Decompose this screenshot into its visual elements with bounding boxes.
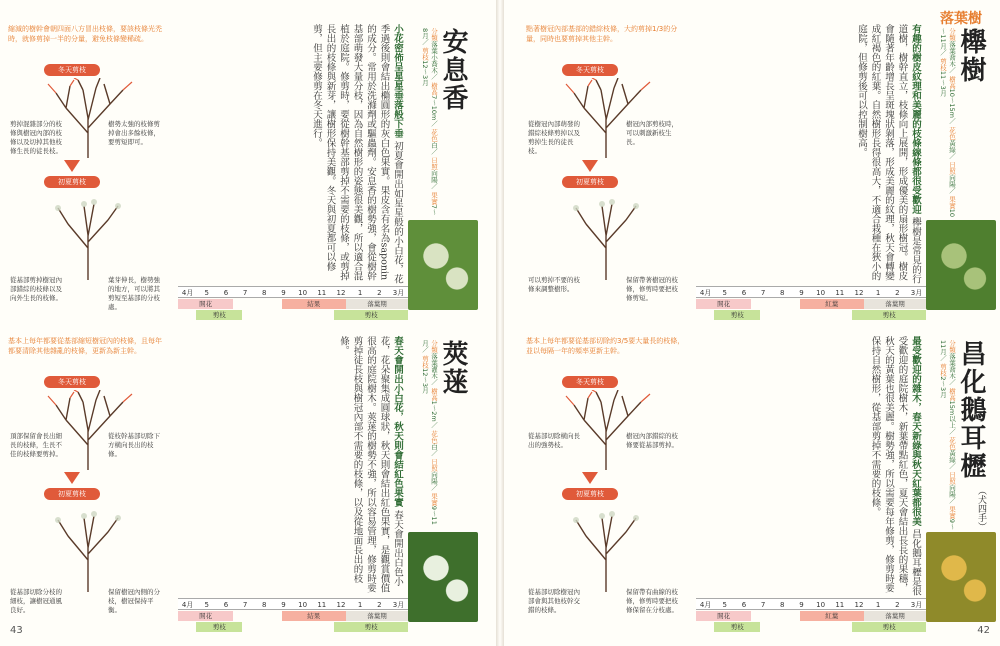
prune-bar-1: 剪枝 <box>714 310 760 320</box>
fruit-bar: 結果 <box>282 299 346 309</box>
calendar-month: 9 <box>281 289 286 297</box>
meta-value: 落葉喬木 <box>948 353 956 379</box>
description-heading: 有趣的樹皮紋理和美麗的枝條線條都很受歡迎 <box>910 24 921 214</box>
fall-bar: 落葉期 <box>346 611 408 621</box>
calendar-month: 10 <box>298 601 308 609</box>
calendar-row-top <box>178 611 408 621</box>
calendar-row-bottom <box>178 622 408 632</box>
plant-meta: 分類落葉喬木／ 樹高15m以上／ 花色黃綠／ 日照向陽／ 果實9～11月／ 剪枝2～3月 <box>939 340 956 530</box>
calendar-month: 4月 <box>181 601 194 609</box>
description-body: 櫸樹是常見的行道樹，樹幹直立，枝條向上展開，形成優美的扇形樹冠。樹皮會隨著年齡增長呈斑塊狀剝落，形成美麗的紋理，秋天會轉變成紅褐色的紅葉。自然樹形長得很高大，不適合栽種在狹小的庭院，但修剪後可以控制樹高。 <box>856 24 921 284</box>
meta-value: 7～8月 <box>421 28 438 216</box>
meta-label: 花色 <box>948 436 956 450</box>
pruning-calendar <box>696 598 926 642</box>
page-number-right: 42 <box>977 625 990 636</box>
plant-name: 莢蒾 <box>438 340 468 396</box>
description-body: 昌化鵝耳櫪是很受歡迎的庭院樹木，新葉帶點紅色，夏天會結出長長的果穗，秋天的黃葉也很美麗。樹勢強，所以需要每年修剪，修剪時要保持自然樹形，從基部剪掉不需要的枝條。 <box>869 336 921 596</box>
meta-value: 白 <box>430 443 438 450</box>
pruning-caption-2: 從枝幹基部切除下方橫向長出的枝條。 <box>108 432 160 458</box>
meta-label: 日照 <box>430 156 438 170</box>
pruning-caption-4: 葉芽伸長，樹勢強的地方，可以將其剪短至基部的分枝處。 <box>108 276 160 311</box>
calendar-month: 2 <box>895 289 900 297</box>
pruning-caption-3: 從基部切除分枝的細枝，讓樹冠通風良好。 <box>10 588 62 614</box>
calendar-row-top <box>696 299 926 309</box>
plant-meta: 分類落葉灌木／ 樹高1～2m／ 花色白／ 日照向陽／ 果實9～11月／ 剪枝12～3月 <box>421 340 438 525</box>
meta-value: 11～3月 <box>939 70 947 97</box>
winter-pruning-pill: 冬天剪枝 <box>562 64 618 76</box>
early-summer-pruning-pill: 初夏剪枝 <box>44 488 100 500</box>
plant-block-kaxi <box>526 24 996 319</box>
description-body: 春天會開出白色小花，花朵聚集成圓球狀，秋天則會結出紅色果實，是觀賞價值很高的庭院樹木。莢蒾的樹勢不強，所以容易管理，修剪時要剪掉徒長枝與樹冠內部不需要的枝條，以及從地面長出的枝條。 <box>338 336 403 593</box>
description-heading: 小花密佈呈星星垂落般下垂 <box>392 24 403 138</box>
calendar-month: 9 <box>799 289 804 297</box>
fruit-bar: 紅葉 <box>800 611 864 621</box>
plant-meta: 分類落葉小喬木／ 樹高7～10m／ 花色白／ 日照向陽／ 果實7～8月／ 剪枝12～3月 <box>421 28 438 216</box>
meta-label: 分類 <box>430 340 438 353</box>
meta-label: 分類 <box>948 340 956 353</box>
meta-value: 15m以上 <box>948 400 956 429</box>
calendar-month: 2 <box>377 289 382 297</box>
calendar-row-top <box>696 611 926 621</box>
meta-label: 樹高 <box>948 75 956 89</box>
pruning-illustration <box>8 336 168 626</box>
calendar-month: 11 <box>317 289 327 297</box>
meta-label: 日照 <box>948 161 956 175</box>
fruit-bar: 結果 <box>282 611 346 621</box>
summer-tree-icon <box>546 190 666 280</box>
meta-value: 1～2m <box>430 400 438 422</box>
prune-bar-2: 剪枝 <box>334 622 408 632</box>
plant-name: 安息香 <box>438 28 468 112</box>
pruning-caption-4: 保留帶著樹冠的枝條，修剪時要把枝條剪短。 <box>626 276 678 302</box>
meta-label: 果實 <box>948 195 956 209</box>
winter-tree-icon <box>546 390 666 470</box>
meta-label: 花色 <box>430 128 438 142</box>
fall-bar: 落葉期 <box>864 299 926 309</box>
calendar-month: 3月 <box>392 289 405 297</box>
plant-description <box>174 336 404 598</box>
calendar-month: 1 <box>875 289 881 297</box>
meta-value: 9～11月 <box>421 340 438 525</box>
meta-label: 日照 <box>948 471 956 485</box>
plant-photo <box>926 532 996 622</box>
meta-value: 落葉小喬木 <box>430 41 438 74</box>
arrow-down-icon <box>64 160 80 172</box>
calendar-month: 10 <box>298 289 308 297</box>
pruning-caption-3: 從基部剪掉樹冠內部錯綜的枝條以及向外生長的枝條。 <box>10 276 62 302</box>
pruning-illustration <box>526 336 686 626</box>
early-summer-pruning-pill: 初夏剪枝 <box>562 488 618 500</box>
description-heading: 最受歡迎的雜木，春天新綠與秋天紅葉都很美 <box>910 336 921 526</box>
plant-name: 櫸樹 <box>956 28 986 84</box>
calendar-months <box>696 286 926 298</box>
calendar-month: 8 <box>262 289 267 297</box>
plant-photo <box>408 220 478 310</box>
page-number-left: 43 <box>10 625 23 636</box>
pruning-note: 基本上每年都要從基部縮短樹冠內的枝條，且每年都要清除其他雜亂的枝條，更新為新主幹。 <box>8 337 162 355</box>
meta-value: 7～10m <box>430 95 438 121</box>
calendar-row-bottom <box>696 310 926 320</box>
book-gutter <box>496 0 504 646</box>
calendar-month: 5 <box>722 601 727 609</box>
calendar-month: 1 <box>357 601 363 609</box>
plant-description <box>692 24 922 286</box>
pruning-calendar <box>696 286 926 330</box>
meta-label: 樹高 <box>430 82 438 96</box>
flower-bar: 開花 <box>178 299 233 309</box>
meta-label: 剪枝 <box>939 57 947 71</box>
calendar-month: 7 <box>242 601 248 609</box>
meta-label: 日照 <box>430 458 438 472</box>
meta-value: 向陽 <box>948 484 956 498</box>
description-heading: 春天會開出小白花，秋天則會結紅色果實 <box>392 336 403 507</box>
pruning-illustration <box>8 24 168 314</box>
plant-name: 昌化鵝耳櫪 <box>956 340 986 480</box>
pruning-calendar <box>178 286 408 330</box>
summer-tree-icon <box>28 190 148 280</box>
fall-bar: 落葉期 <box>346 299 408 309</box>
calendar-months <box>696 598 926 610</box>
calendar-month: 9 <box>281 601 286 609</box>
calendar-month: 6 <box>741 289 747 297</box>
calendar-months <box>178 286 408 298</box>
meta-value: 黃綠 <box>948 449 956 463</box>
meta-value: 向陽 <box>430 169 438 183</box>
meta-value: 向陽 <box>430 471 438 485</box>
calendar-month: 5 <box>204 289 209 297</box>
arrow-down-icon <box>582 160 598 172</box>
plant-name-column <box>922 336 996 626</box>
prune-bar-2: 剪枝 <box>852 310 926 320</box>
pruning-calendar <box>178 598 408 642</box>
calendar-month: 12 <box>336 601 346 609</box>
plant-description <box>174 24 404 286</box>
description-body: 初夏會開出如星星般的小白花，花季過後則會結出橢圓形的灰白色果實。果皮含有名為saponin的成分。常用於洗滌劑或驅蟲劑。安息香的樹勢強，會從樹幹基部萌發大量分枝，因為自然樹形的姿態很美觀，所以適合混植於庭院。修剪時，要從樹幹基部剪掉不需要的枝條，或剪掉長出的枝條與新芽，讓樹形保持美觀。冬天與初夏都可以修剪，但主要修剪在冬天進行。 <box>311 24 403 284</box>
section-tag: 落葉樹 <box>940 11 982 27</box>
pruning-note: 點著樹冠內部基部的錯綜枝條，大約剪掉1/3的分量，同時也要剪掉其他主幹。 <box>526 25 678 43</box>
flower-bar: 開花 <box>696 611 751 621</box>
meta-value: 落葉灌木 <box>430 353 438 379</box>
pruning-caption-3: 可以剪掉不要的枝條來調整樹形。 <box>528 276 580 293</box>
plant-photo <box>926 220 996 310</box>
pruning-caption-4: 保留樹冠內側的分枝，樹冠保持平衡。 <box>108 588 160 614</box>
calendar-month: 8 <box>780 601 785 609</box>
meta-label: 剪枝 <box>421 355 429 369</box>
calendar-month: 10 <box>816 289 826 297</box>
calendar-month: 2 <box>895 601 900 609</box>
calendar-month: 7 <box>242 289 248 297</box>
plant-block-anxixiang <box>8 24 478 319</box>
calendar-row-bottom <box>178 310 408 320</box>
calendar-month: 6 <box>741 601 747 609</box>
winter-pruning-pill: 冬天剪枝 <box>44 376 100 388</box>
plant-photo <box>408 532 478 622</box>
meta-label: 剪枝 <box>421 47 429 61</box>
flower-bar: 開花 <box>696 299 751 309</box>
calendar-month: 5 <box>722 289 727 297</box>
calendar-months <box>178 598 408 610</box>
pruning-caption-2: 樹冠內部剪枝時，可以刺激新枝生長。 <box>626 120 678 146</box>
arrow-down-icon <box>582 472 598 484</box>
meta-value: 12～3月 <box>421 60 429 86</box>
plant-name-column <box>404 24 478 314</box>
meta-value: 落葉喬木 <box>948 41 956 67</box>
plant-name-column <box>404 336 478 626</box>
meta-value: 向陽 <box>948 174 956 188</box>
early-summer-pruning-pill: 初夏剪枝 <box>44 176 100 188</box>
pruning-caption-1: 從基部切除橫向長出的強勢枝。 <box>528 432 580 449</box>
plant-name-column <box>922 24 996 314</box>
calendar-month: 5 <box>204 601 209 609</box>
calendar-month: 1 <box>875 601 881 609</box>
winter-pruning-pill: 冬天剪枝 <box>44 64 100 76</box>
calendar-month: 6 <box>223 601 229 609</box>
pruning-note: 縮減的樹幹會朝四面八方冒出枝條，要該枝條光禿時，就修剪掉一半的分量，避免枝條變稀疏。 <box>8 25 162 43</box>
calendar-month: 7 <box>760 601 766 609</box>
calendar-month: 1 <box>357 289 363 297</box>
pruning-caption-4: 保留帶有曲線的枝條，修剪時要把枝條保留在分枝處。 <box>626 588 678 614</box>
meta-label: 果實 <box>430 191 438 205</box>
calendar-month: 8 <box>780 289 785 297</box>
pruning-caption-1: 頂部保留會長出細長的枝條，生長不佳的枝條要剪掉。 <box>10 432 62 458</box>
meta-label: 花色 <box>430 430 438 444</box>
calendar-month: 4月 <box>699 601 712 609</box>
plant-name-sub: （犬四手） <box>976 486 986 531</box>
calendar-month: 9 <box>799 601 804 609</box>
pruning-caption-3: 從基部切除樹冠內部會與其他枝幹交錯的枝條。 <box>528 588 580 614</box>
calendar-month: 12 <box>854 601 864 609</box>
meta-label: 分類 <box>948 28 956 41</box>
meta-value: 2～3月 <box>939 376 947 398</box>
meta-value: 白 <box>430 141 438 149</box>
plant-description <box>692 336 922 598</box>
prune-bar-2: 剪枝 <box>852 622 926 632</box>
pruning-note: 基本上每年都要從基部切除約3/5要大量長的枝條，並以每隔一年的頻率更新主幹。 <box>526 337 685 355</box>
meta-label: 花色 <box>948 126 956 140</box>
calendar-month: 4月 <box>699 289 712 297</box>
calendar-month: 3月 <box>910 601 923 609</box>
pruning-illustration <box>526 24 686 314</box>
pruning-caption-1: 剪掉混雜部分的枝條與樹冠內部的枝條以及切掉其他枝條生長的徒長枝。 <box>10 120 62 155</box>
calendar-month: 11 <box>317 601 327 609</box>
fall-bar: 落葉期 <box>864 611 926 621</box>
meta-label: 果實 <box>948 505 956 519</box>
prune-bar-1: 剪枝 <box>196 310 242 320</box>
meta-value: 黃綠 <box>948 139 956 153</box>
meta-label: 樹高 <box>948 387 956 401</box>
fruit-bar: 紅葉 <box>800 299 864 309</box>
calendar-month: 6 <box>223 289 229 297</box>
calendar-month: 12 <box>854 289 864 297</box>
pruning-caption-1: 從樹冠內部萌發的錯綜枝條剪掉以及剪掉生長的徒長枝。 <box>528 120 580 155</box>
calendar-month: 4月 <box>181 289 194 297</box>
calendar-month: 3月 <box>392 601 405 609</box>
calendar-month: 10 <box>816 601 826 609</box>
meta-value: 12～3月 <box>421 368 429 394</box>
calendar-month: 11 <box>835 601 845 609</box>
arrow-down-icon <box>64 472 80 484</box>
calendar-month: 11 <box>835 289 845 297</box>
meta-value: 10～15m <box>948 88 956 118</box>
meta-label: 分類 <box>430 28 438 41</box>
summer-tree-icon <box>546 502 666 592</box>
plant-meta: 分類落葉喬木／ 樹高10～15m／ 花色黃綠／ 日照向陽／ 果實10～11月／ 剪枝11～3月 <box>939 28 956 217</box>
winter-pruning-pill: 冬天剪枝 <box>562 376 618 388</box>
calendar-month: 3月 <box>910 289 923 297</box>
meta-value: 9～11月 <box>939 340 956 530</box>
prune-bar-1: 剪枝 <box>714 622 760 632</box>
early-summer-pruning-pill: 初夏剪枝 <box>562 176 618 188</box>
pruning-caption-2: 樹勢太強的枝條剪掉會出多餘枝條，要剪短即可。 <box>108 120 160 146</box>
calendar-month: 2 <box>377 601 382 609</box>
flower-bar: 開花 <box>178 611 233 621</box>
calendar-row-bottom <box>696 622 926 632</box>
prune-bar-2: 剪枝 <box>334 310 408 320</box>
calendar-month: 7 <box>760 289 766 297</box>
calendar-month: 8 <box>262 601 267 609</box>
meta-value: 10～11月 <box>939 28 956 217</box>
summer-tree-icon <box>28 502 148 592</box>
pruning-caption-2: 樹冠內部錯綜的枝條要從基部剪掉。 <box>626 432 678 449</box>
meta-label: 樹高 <box>430 387 438 401</box>
calendar-month: 12 <box>336 289 346 297</box>
meta-label: 果實 <box>430 492 438 506</box>
calendar-row-top <box>178 299 408 309</box>
prune-bar-1: 剪枝 <box>196 622 242 632</box>
meta-label: 剪枝 <box>939 363 947 377</box>
